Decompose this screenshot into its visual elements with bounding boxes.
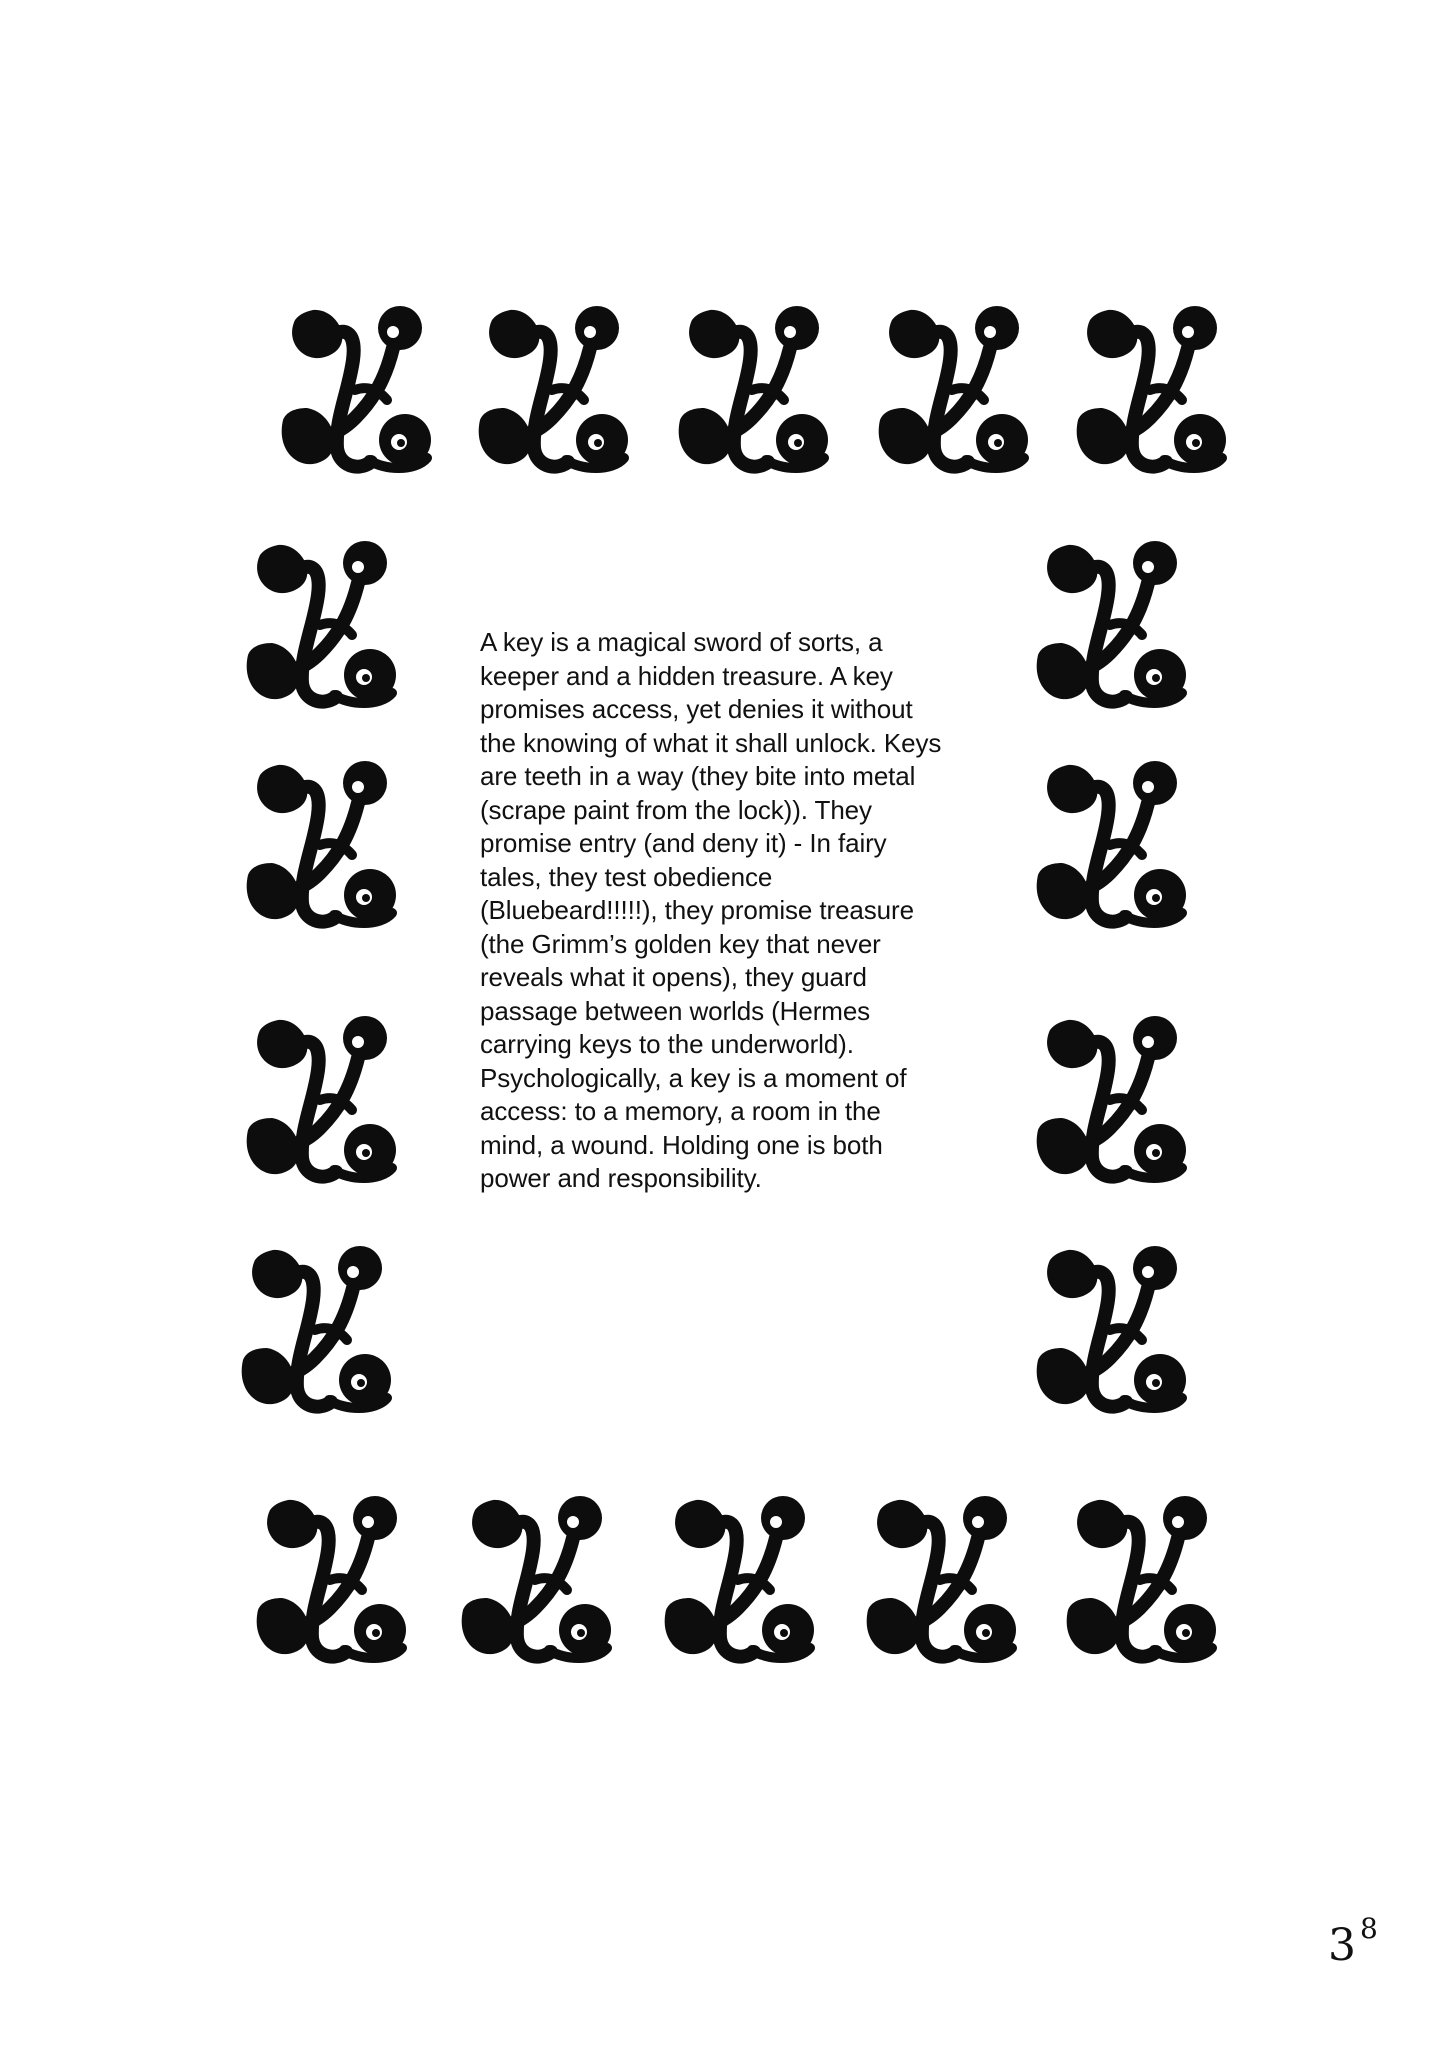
script-x-ornament-icon [648,1480,828,1680]
script-x-ornament-icon [662,290,842,490]
script-x-ornament-icon [1020,1000,1200,1200]
script-x-ornament-icon [1020,525,1200,725]
script-x-ornament-icon [240,1480,420,1680]
body-text: A key is a magical sword of sorts, a keeper and a hidden treasure. A key promises access, yet denies it without the knowing of what it shall unlock. Keys are teeth in a way (they bite into metal (scrape paint from the lock)). They promise entry (and deny it) - In fairy tales, they test obedience (Bluebeard!!!!!), they promise treasure (the Grimm’s golden key that never reveals what it opens), they guard passage between worlds (Hermes carrying keys to the underworld). Psychologically, a key is a moment of access: to a memory, a room in the mind, a wound. Holding one is both power and responsibility. [480,627,942,1193]
script-x-ornament-icon [1050,1480,1230,1680]
script-x-ornament-icon [230,1000,410,1200]
script-x-ornament-icon [230,525,410,725]
script-x-ornament-icon [1020,745,1200,945]
script-x-ornament-icon [265,290,445,490]
script-x-ornament-icon [1020,1230,1200,1430]
script-x-ornament-icon [230,745,410,945]
page-number-superscript: 8 [1360,1912,1382,1945]
script-x-ornament-icon [862,290,1042,490]
script-x-ornament-icon [445,1480,625,1680]
page-number-main: 3 [1328,1920,1360,1971]
script-x-ornament-icon [1060,290,1240,490]
script-x-ornament-icon [850,1480,1030,1680]
page-number [1328,1912,1382,1971]
script-x-ornament-icon [462,290,642,490]
script-x-ornament-icon [225,1230,405,1430]
